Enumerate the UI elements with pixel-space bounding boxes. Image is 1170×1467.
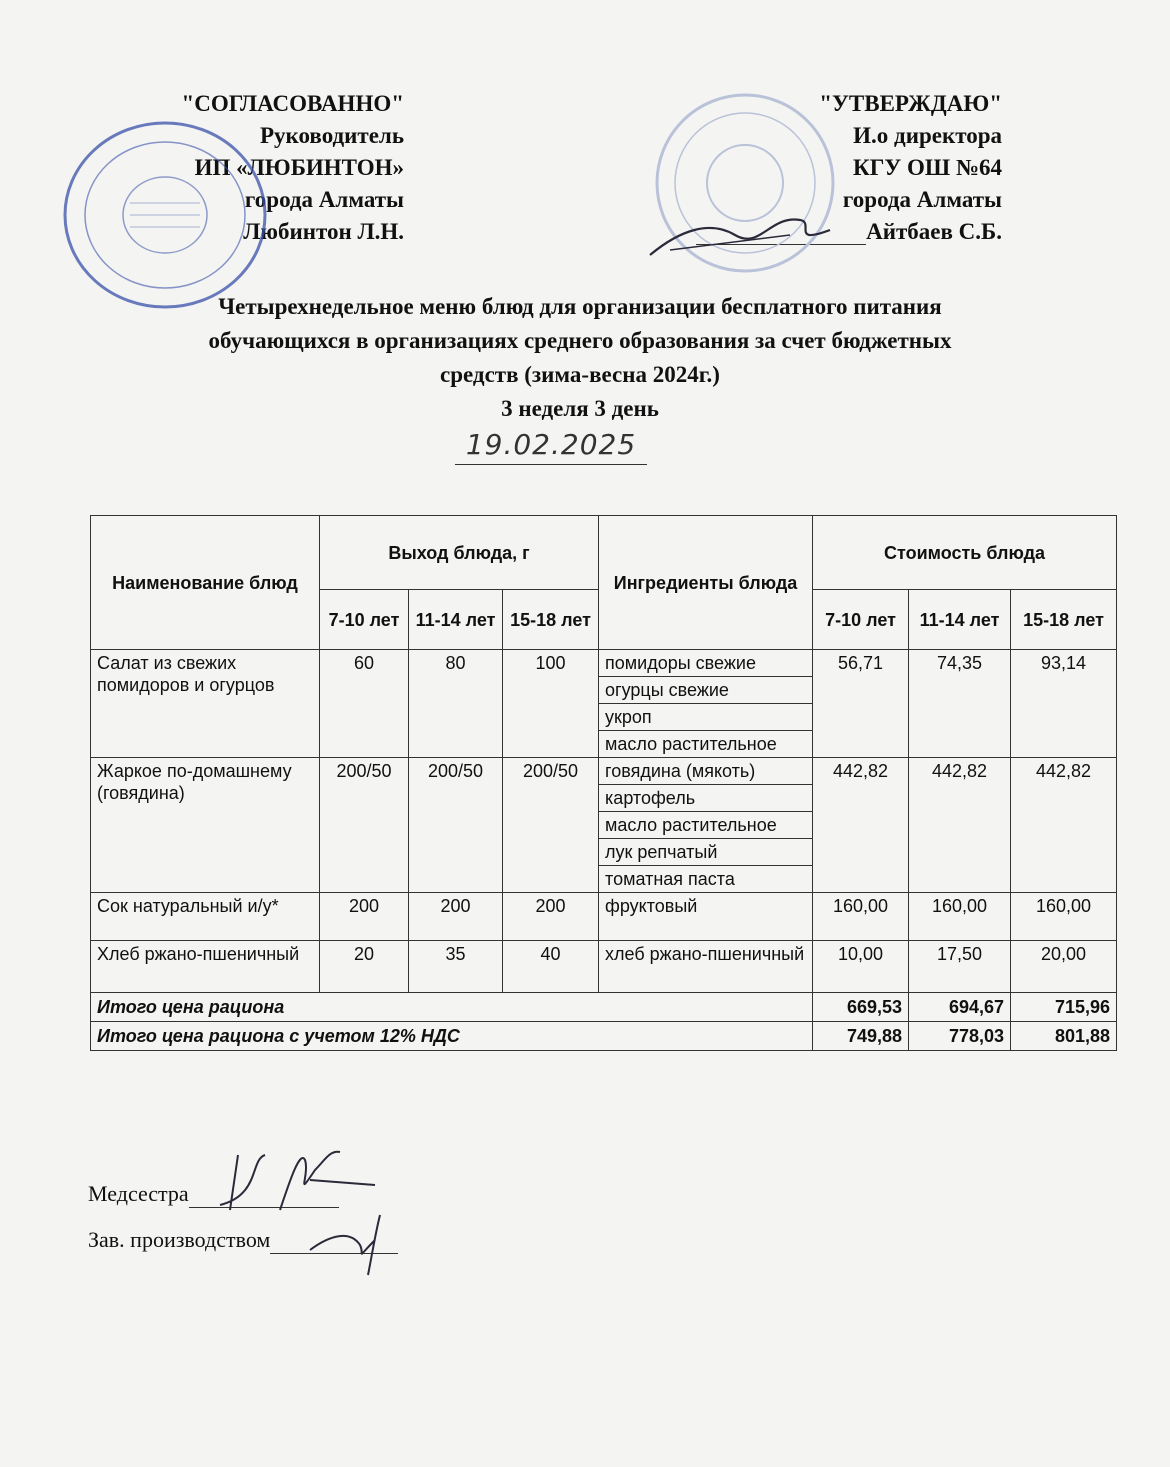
ingredient: говядина (мякоть) (599, 758, 813, 785)
cost-value: 56,71 (813, 650, 909, 758)
cost-value: 160,00 (813, 893, 909, 941)
total-value: 715,96 (1011, 993, 1117, 1022)
yield-value: 40 (503, 941, 599, 993)
ingredient: хлеб ржано-пшеничный (599, 941, 813, 993)
total-value: 669,53 (813, 993, 909, 1022)
total-label: Итого цена рациона (91, 993, 813, 1022)
approval-right-line-2: КГУ ОШ №64 (853, 155, 1002, 180)
total-vat-value: 801,88 (1011, 1022, 1117, 1051)
production-signature-row (88, 1226, 398, 1254)
approval-right-line-1: И.о директора (853, 123, 1002, 148)
cost-value: 93,14 (1011, 650, 1117, 758)
yield-value: 200/50 (320, 758, 409, 893)
approval-right-heading: "УТВЕРЖДАЮ" (819, 91, 1002, 116)
header-cost-age-15-18: 15-18 лет (1011, 590, 1117, 650)
title-line-1: Четырехнедельное меню блюд для организации бесплатного питания (218, 294, 942, 319)
approval-left-line-2: ИП «ЛЮБИНТОН» (194, 155, 404, 180)
header-cost-age-7-10: 7-10 лет (813, 590, 909, 650)
cost-value: 442,82 (909, 758, 1011, 893)
approval-left-line-3: города Алматы (244, 187, 404, 212)
cost-value: 442,82 (1011, 758, 1117, 893)
table-row (91, 941, 1117, 993)
title-line-3: средств (зима-весна 2024г.) (440, 362, 720, 387)
header-dish-name: Наименование блюд (91, 516, 320, 650)
total-row (91, 993, 1117, 1022)
yield-value: 200/50 (503, 758, 599, 893)
production-label: Зав. производством (88, 1227, 271, 1252)
menu-table (90, 515, 1117, 1051)
table-row (91, 650, 1117, 677)
ingredient: масло растительное (599, 812, 813, 839)
dish-name: Сок натуральный и/у* (91, 893, 320, 941)
cost-value: 442,82 (813, 758, 909, 893)
total-vat-row (91, 1022, 1117, 1051)
ingredient: лук репчатый (599, 839, 813, 866)
approval-left-heading: "СОГЛАСОВАННО" (181, 91, 404, 116)
director-signature-line (696, 216, 866, 245)
ingredient: картофель (599, 785, 813, 812)
yield-value: 200 (409, 893, 503, 941)
header-yield-age-11-14: 11-14 лет (409, 590, 503, 650)
yield-value: 200 (503, 893, 599, 941)
dish-name: Жаркое по-домашнему (говядина) (91, 758, 320, 893)
title-line-4: 3 неделя 3 день (501, 396, 659, 421)
yield-value: 200 (320, 893, 409, 941)
yield-value: 20 (320, 941, 409, 993)
yield-value: 60 (320, 650, 409, 758)
yield-value: 100 (503, 650, 599, 758)
approval-right-sign-row (690, 216, 1002, 248)
yield-value: 80 (409, 650, 503, 758)
header-ingredients: Ингредиенты блюда (599, 516, 813, 650)
approval-left-line-1: Руководитель (260, 123, 404, 148)
nurse-label: Медсестра (88, 1181, 189, 1206)
header-cost: Стоимость блюда (813, 516, 1117, 590)
header-yield-age-15-18: 15-18 лет (503, 590, 599, 650)
approval-right (690, 88, 1002, 248)
ingredient: помидоры свежие (599, 650, 813, 677)
approval-right-line-3: города Алматы (842, 187, 1002, 212)
cost-value: 160,00 (1011, 893, 1117, 941)
header-cost-age-11-14: 11-14 лет (909, 590, 1011, 650)
nurse-signature-row (88, 1180, 339, 1208)
yield-value: 35 (409, 941, 503, 993)
approval-right-line-4: Айтбаев С.Б. (866, 219, 1002, 244)
dish-name: Хлеб ржано-пшеничный (91, 941, 320, 993)
cost-value: 17,50 (909, 941, 1011, 993)
ingredient: масло растительное (599, 731, 813, 758)
ingredient: укроп (599, 704, 813, 731)
ingredient: фруктовый (599, 893, 813, 941)
table-row (91, 758, 1117, 785)
title-line-2: обучающихся в организациях среднего образования за счет бюджетных (208, 328, 952, 353)
total-vat-label: Итого цена рациона с учетом 12% НДС (91, 1022, 813, 1051)
yield-value: 200/50 (409, 758, 503, 893)
table-row (91, 893, 1117, 941)
total-vat-value: 778,03 (909, 1022, 1011, 1051)
header-yield: Выход блюда, г (320, 516, 599, 590)
handwritten-date: 19.02.2025 (455, 428, 647, 465)
approval-left-line-4: Любинтон Л.Н. (243, 219, 404, 244)
total-value: 694,67 (909, 993, 1011, 1022)
header-yield-age-7-10: 7-10 лет (320, 590, 409, 650)
nurse-signature-line (189, 1181, 339, 1208)
dish-name: Салат из свежих помидоров и огурцов (91, 650, 320, 758)
ingredient: огурцы свежие (599, 677, 813, 704)
production-signature-line (270, 1227, 398, 1254)
cost-value: 160,00 (909, 893, 1011, 941)
document-title (80, 290, 1080, 426)
approval-left (100, 88, 404, 248)
cost-value: 74,35 (909, 650, 1011, 758)
total-vat-value: 749,88 (813, 1022, 909, 1051)
cost-value: 10,00 (813, 941, 909, 993)
ingredient: томатная паста (599, 866, 813, 893)
cost-value: 20,00 (1011, 941, 1117, 993)
